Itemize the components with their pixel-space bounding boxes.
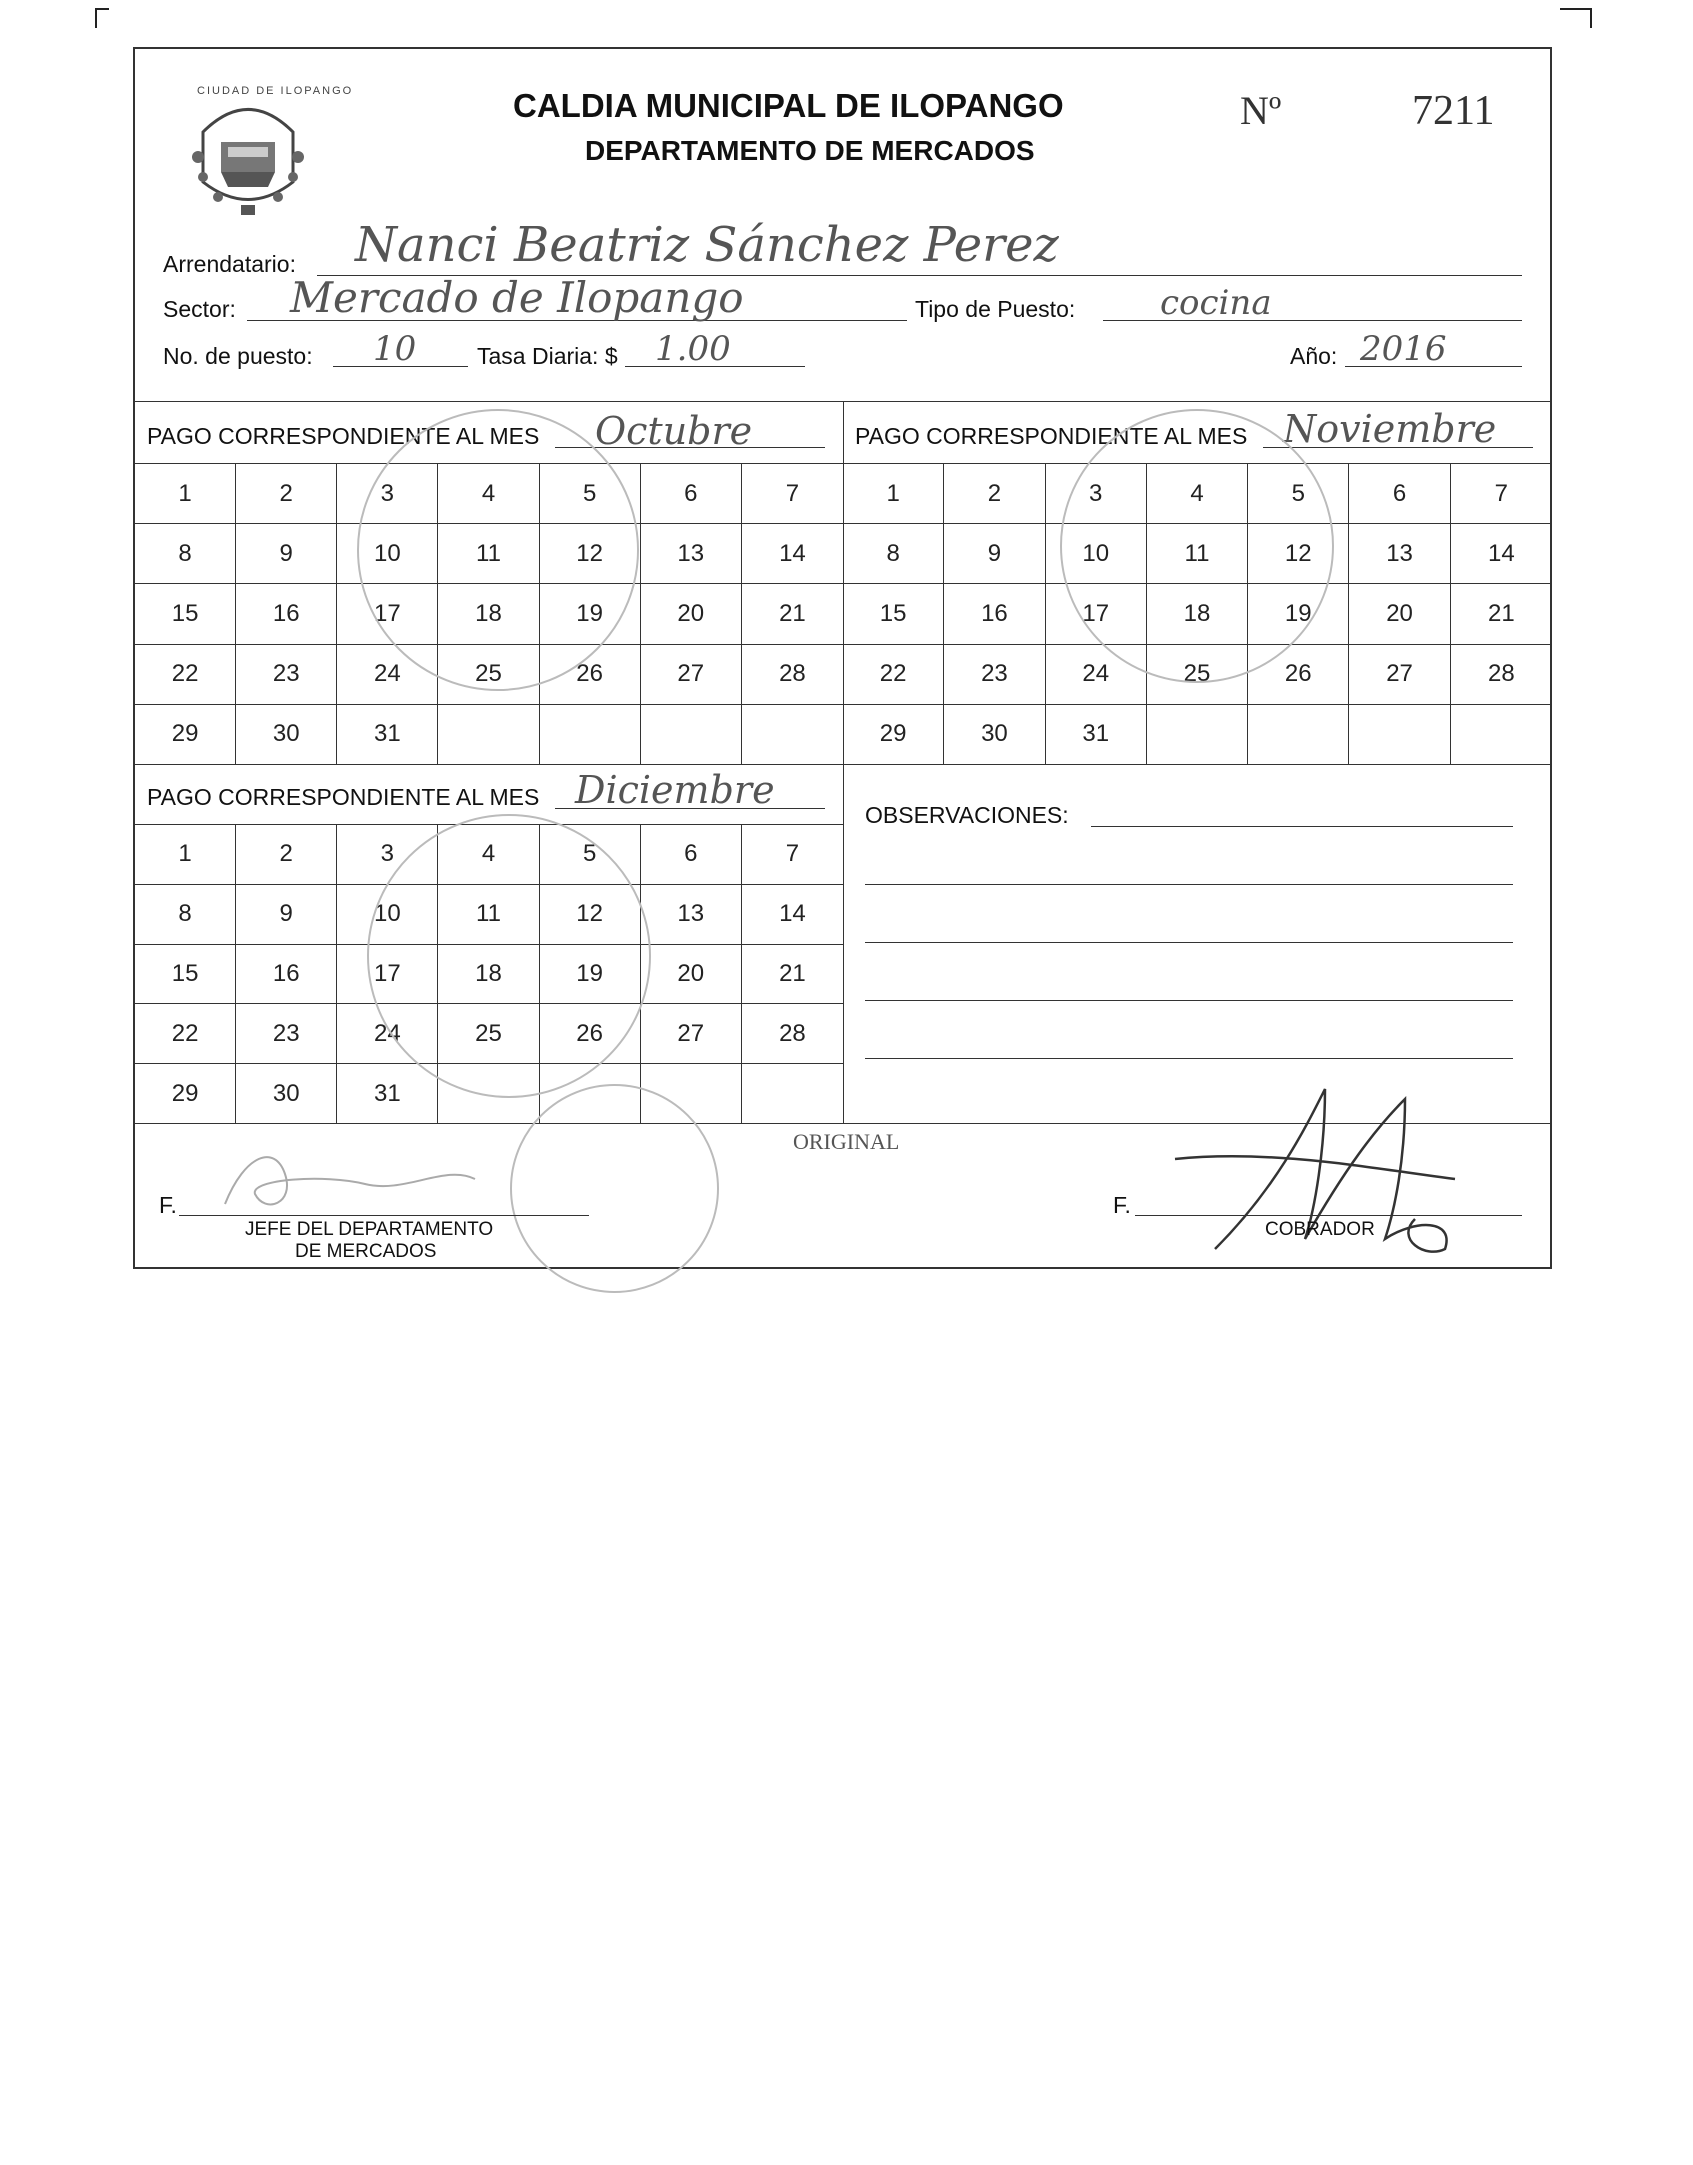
day-cell: 28 [1451, 645, 1552, 705]
official-stamp [510, 1084, 719, 1293]
day-cell: 7 [1451, 464, 1552, 524]
scan-corner-mark-left [95, 8, 97, 28]
day-cell: 18 [438, 584, 539, 644]
month-value: Octubre [595, 409, 753, 453]
day-cell: 7 [742, 464, 843, 524]
day-cell: 2 [944, 464, 1045, 524]
day-cell: 21 [1451, 584, 1552, 644]
day-cell: 22 [135, 645, 236, 705]
day-cell: 22 [843, 645, 944, 705]
day-cell: 19 [540, 584, 641, 644]
day-cell: 25 [1147, 645, 1248, 705]
day-cell: 3 [337, 825, 438, 885]
sector-label: Sector: [163, 296, 236, 322]
page-title: CALDIA MUNICIPAL DE ILOPANGO [513, 87, 1064, 124]
month-value: Noviembre [1283, 407, 1497, 451]
day-cell: 29 [843, 705, 944, 765]
day-cell [438, 705, 539, 765]
day-cell: 29 [135, 1064, 236, 1124]
day-cell: 16 [944, 584, 1045, 644]
day-cell: 24 [337, 1004, 438, 1064]
day-cell: 9 [236, 524, 337, 584]
day-cell: 1 [135, 464, 236, 524]
cobrador-f-label: F. [1113, 1192, 1131, 1218]
jefe-title-line2: DE MERCADOS [295, 1241, 437, 1262]
day-cell: 20 [1349, 584, 1450, 644]
day-cell: 20 [641, 945, 742, 1005]
day-cell: 22 [135, 1004, 236, 1064]
day-cell: 10 [337, 524, 438, 584]
day-cell: 3 [337, 464, 438, 524]
day-cell [1349, 705, 1450, 765]
day-cell: 19 [1248, 584, 1349, 644]
day-cell: 30 [236, 705, 337, 765]
day-cell: 12 [540, 524, 641, 584]
day-cell: 15 [135, 945, 236, 1005]
day-cell: 28 [742, 1004, 843, 1064]
puesto-value: 10 [373, 329, 417, 369]
observaciones-line [865, 942, 1513, 943]
day-cell: 23 [944, 645, 1045, 705]
day-cell: 5 [540, 825, 641, 885]
month-label: PAGO CORRESPONDIENTE AL MES [147, 784, 540, 810]
day-cell: 31 [337, 705, 438, 765]
day-cell: 6 [641, 464, 742, 524]
day-cell: 30 [236, 1064, 337, 1124]
jefe-f-label: F. [159, 1192, 177, 1218]
day-cell: 1 [135, 825, 236, 885]
day-cell: 2 [236, 464, 337, 524]
original-label: ORIGINAL [793, 1129, 900, 1154]
day-cell: 18 [438, 945, 539, 1005]
day-cell: 25 [438, 645, 539, 705]
anio-value: 2016 [1360, 329, 1447, 369]
anio-label: Año: [1290, 343, 1338, 369]
day-cell: 6 [1349, 464, 1450, 524]
day-cell: 9 [236, 885, 337, 945]
municipal-seal-icon [173, 77, 323, 227]
day-cell: 29 [135, 705, 236, 765]
day-cell: 31 [1046, 705, 1147, 765]
day-cell: 26 [540, 645, 641, 705]
seal-text: CIUDAD DE ILOPANGO [197, 85, 354, 97]
day-cell: 14 [742, 885, 843, 945]
day-cell: 4 [438, 464, 539, 524]
day-cell: 11 [438, 524, 539, 584]
arrendatario-value: Nanci Beatriz Sánchez Perez [355, 217, 1059, 273]
month-label: PAGO CORRESPONDIENTE AL MES [855, 423, 1248, 449]
day-cell: 31 [337, 1064, 438, 1124]
cobrador-title: COBRADOR [1265, 1219, 1375, 1240]
day-cell: 17 [337, 584, 438, 644]
day-cell: 17 [337, 945, 438, 1005]
day-cell: 6 [641, 825, 742, 885]
day-cell: 1 [843, 464, 944, 524]
day-cell: 8 [135, 524, 236, 584]
sector-value: Mercado de Ilopango [290, 273, 744, 322]
day-cell: 25 [438, 1004, 539, 1064]
day-cell: 3 [1046, 464, 1147, 524]
day-cell: 17 [1046, 584, 1147, 644]
day-cell: 8 [135, 885, 236, 945]
day-cell: 21 [742, 584, 843, 644]
day-cell: 27 [1349, 645, 1450, 705]
day-cell: 16 [236, 945, 337, 1005]
observaciones-line [865, 884, 1513, 885]
department-title: DEPARTAMENTO DE MERCADOS [585, 135, 1035, 166]
day-cell: 2 [236, 825, 337, 885]
day-cell: 12 [1248, 524, 1349, 584]
day-cell: 7 [742, 825, 843, 885]
payment-card [133, 47, 1552, 1269]
day-cell: 27 [641, 1004, 742, 1064]
day-cell [1451, 705, 1552, 765]
day-cell: 27 [641, 645, 742, 705]
day-cell: 5 [1248, 464, 1349, 524]
day-cell: 4 [438, 825, 539, 885]
day-cell [742, 1064, 843, 1124]
month-value: Diciembre [575, 768, 775, 812]
day-cell [1248, 705, 1349, 765]
day-cell: 23 [236, 1004, 337, 1064]
day-cell: 19 [540, 945, 641, 1005]
day-cell [641, 705, 742, 765]
day-cell [540, 705, 641, 765]
tipo-value: cocina [1160, 283, 1272, 323]
observaciones-line [1091, 826, 1513, 827]
day-cell: 26 [540, 1004, 641, 1064]
jefe-signature [205, 1134, 505, 1224]
observaciones-line [865, 1000, 1513, 1001]
day-cell [742, 705, 843, 765]
day-cell: 12 [540, 885, 641, 945]
day-cell: 10 [1046, 524, 1147, 584]
day-cell: 16 [236, 584, 337, 644]
day-cell [1147, 705, 1248, 765]
day-cell: 15 [135, 584, 236, 644]
day-cell: 8 [843, 524, 944, 584]
day-cell: 14 [1451, 524, 1552, 584]
day-cell: 30 [944, 705, 1045, 765]
day-cell: 13 [1349, 524, 1450, 584]
tipo-label: Tipo de Puesto: [915, 296, 1076, 322]
day-cell: 10 [337, 885, 438, 945]
day-cell: 24 [1046, 645, 1147, 705]
month-label: PAGO CORRESPONDIENTE AL MES [147, 423, 540, 449]
observaciones-label: OBSERVACIONES: [865, 802, 1069, 828]
scan-corner-mark-left-h [95, 8, 109, 10]
tasa-label: Tasa Diaria: $ [477, 343, 618, 369]
day-cell: 20 [641, 584, 742, 644]
day-cell: 13 [641, 524, 742, 584]
day-cell: 14 [742, 524, 843, 584]
number-label: Nº [1240, 88, 1282, 133]
day-cell: 5 [540, 464, 641, 524]
day-cell: 23 [236, 645, 337, 705]
receipt-number: 7211 [1412, 88, 1495, 134]
observaciones-line [865, 1058, 1513, 1059]
day-cell: 18 [1147, 584, 1248, 644]
day-cell: 11 [1147, 524, 1248, 584]
scan-corner-mark-right-h [1560, 8, 1592, 10]
day-cell: 26 [1248, 645, 1349, 705]
official-stamp [357, 409, 639, 691]
day-cell: 21 [742, 945, 843, 1005]
jefe-title-line1: JEFE DEL DEPARTAMENTO [245, 1219, 494, 1240]
tasa-value: 1.00 [655, 329, 731, 369]
day-cell: 24 [337, 645, 438, 705]
puesto-label: No. de puesto: [163, 343, 313, 369]
day-cell: 11 [438, 885, 539, 945]
day-cell: 28 [742, 645, 843, 705]
official-stamp [1060, 409, 1334, 683]
scan-corner-mark-right [1590, 8, 1592, 28]
official-stamp [367, 814, 651, 1098]
arrendatario-label: Arrendatario: [163, 251, 296, 277]
day-cell: 13 [641, 885, 742, 945]
day-cell: 9 [944, 524, 1045, 584]
day-cell: 4 [1147, 464, 1248, 524]
day-cell: 15 [843, 584, 944, 644]
